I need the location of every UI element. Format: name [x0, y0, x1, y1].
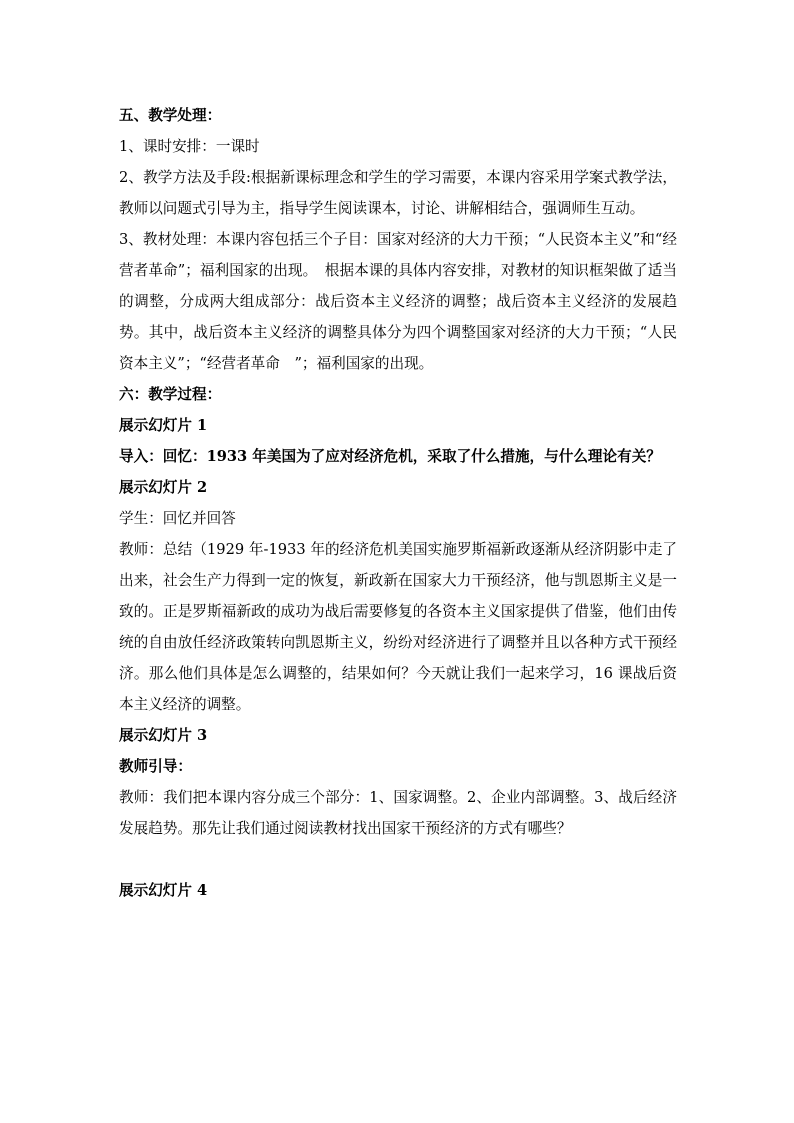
teacher-summary: 教师：总结（1929 年-1933 年的经济危机美国实施罗斯福新政逐渐从经济阴影中走了出来，社会生产力得到一定的恢复，新政新在国家大力干预经济，他与凯恩斯主义是一致的。正是罗斯福新政的成功为战后需要修复的各资本主义国家提供了借鉴，他们由传统的自由放任经济政策转向凯恩斯主义，纷纷对经济进行了调整并且以各种方式干预经济。那么他们具体是怎么调整的，结果如何？今天就让我们一起来学习，16 课战后资本主义经济的调整。 [119, 541, 677, 713]
item-teaching-methods: 2、教学方法及手段:根据新课标理念和学生的学习需要，本课内容采用学案式教学法，教师以问题式引导为主，指导学生阅读课本，讨论、讲解相结合，强调师生互动。 [119, 169, 677, 217]
teacher-guide-heading: 教师引导： [119, 758, 192, 775]
intro-question: 导入：回忆：1933 年美国为了应对经济危机，采取了什么措施，与什么理论有关？ [119, 448, 661, 465]
document-body [119, 100, 677, 906]
teacher-parts: 教师：我们把本课内容分成三个部分：1、国家调整。2、企业内部调整。3、战后经济发展趋势。那先让我们通过阅读教材找出国家干预经济的方式有哪些？ [119, 789, 677, 837]
slide-label-1: 展示幻灯片 1 [119, 417, 208, 434]
slide-label-3: 展示幻灯片 3 [119, 727, 208, 744]
section-title-teaching-treatment: 五、教学处理： [119, 107, 222, 124]
item-textbook-treatment: 3、教材处理：本课内容包括三个子目：国家对经济的大力干预；“人民资本主义”和“经营者革命”；福利国家的出现。 根据本课的具体内容安排，对教材的知识框架做了适当的调整，分成两大组成部分：战后资本主义经济的调整；战后资本主义经济的发展趋势。其中，战后资本主义经济的调整具体分为四个调整国家对经济的大力干预；“人民资本主义”；“经营者革命 ”；福利国家的出现。 [119, 231, 677, 372]
slide-label-2: 展示幻灯片 2 [119, 479, 208, 496]
blank-line [119, 844, 677, 875]
student-response: 学生：回忆并回答 [119, 510, 236, 527]
item-class-hours: 1、课时安排：一课时 [119, 138, 260, 155]
slide-label-4: 展示幻灯片 4 [119, 882, 208, 899]
section-title-teaching-process: 六：教学过程： [119, 386, 222, 403]
